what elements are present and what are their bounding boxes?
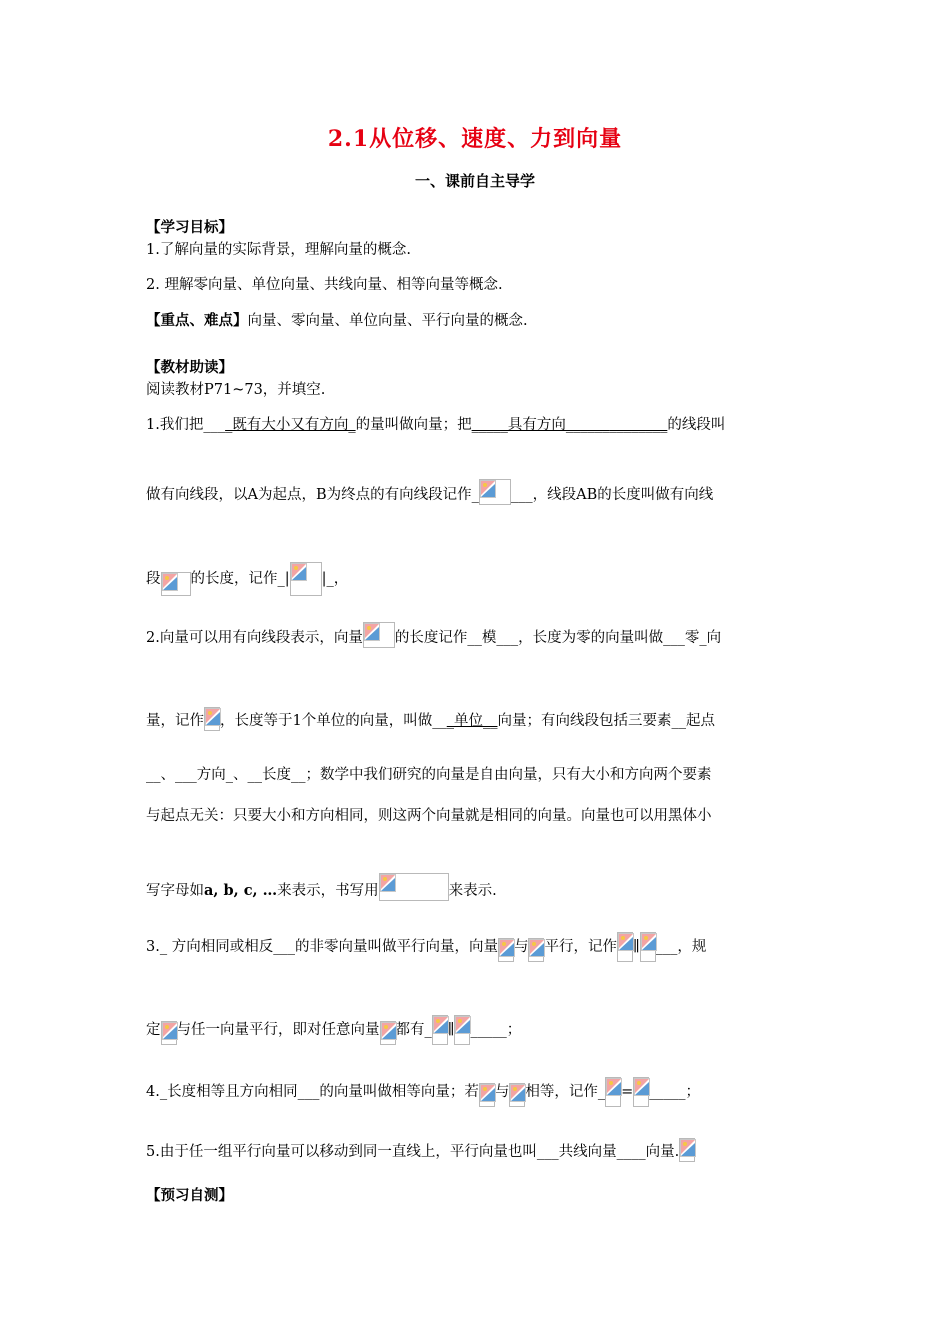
broken-image-icon [528, 938, 544, 962]
q2-line-4: 与起点无关：只要大小和方向相同，则这两个向量就是相同的向量。向量也可以用黑体小 [146, 808, 712, 824]
broken-image-icon [204, 707, 220, 731]
reading-heading: 【教材助读】 [146, 359, 233, 376]
text-run: ___，规 [655, 939, 707, 955]
text-run: 来表示. [448, 883, 497, 899]
q4-line [146, 1077, 700, 1107]
q3-line-2 [146, 1015, 521, 1045]
broken-image-icon [633, 1077, 649, 1107]
q2-line-3: __、___方向_、__长度__；数学中我们研究的向量是自由向量，只有大小和方向两个要素 [146, 767, 712, 783]
text-run: 与任一向量平行，即对任意向量 [176, 1022, 380, 1038]
text-run: 与 [494, 1084, 510, 1100]
broken-image-icon [479, 479, 511, 505]
q5-line [146, 1138, 695, 1162]
answer-blank: ________ [609, 417, 668, 433]
text-run: 4._长度相等且方向相同___的向量叫做相等向量；若 [146, 1084, 479, 1100]
text-run: 来表示，书写用 [277, 883, 379, 899]
text-run: |_， [321, 571, 349, 587]
text-run: _____； [470, 1022, 522, 1038]
text-run: 与 [513, 939, 529, 955]
q2-line-2 [146, 707, 715, 731]
broken-image-icon [640, 932, 656, 962]
text-run: ___，线段AB的长度叫做有向线 [510, 487, 714, 503]
broken-image-icon [617, 932, 633, 962]
broken-image-icon [363, 622, 395, 648]
goals-heading: 【学习目标】 [146, 219, 233, 236]
broken-image-icon [454, 1015, 470, 1045]
text-run: 的长度记作__模___，长度为零的向量叫做___零_向 [394, 630, 722, 646]
text-run: 1.我们把___ [146, 417, 226, 433]
broken-image-glyph [480, 1084, 496, 1102]
text-run: a, b, c, … [204, 882, 278, 899]
broken-image-icon [479, 1083, 495, 1107]
section-subtitle: 一、课前自主导学 [414, 172, 535, 190]
text-run: = [621, 1084, 634, 1100]
text-run: 5.由于任一组平行向量可以移动到同一直线上，平行向量也叫___共线向量____向量. [146, 1144, 680, 1160]
broken-image-glyph [618, 933, 634, 951]
goal-item-2: 2. 理解零向量、单位向量、共线向量、相等向量等概念. [146, 277, 503, 293]
broken-image-glyph [480, 480, 496, 498]
broken-image-icon [161, 1021, 177, 1045]
broken-image-glyph [455, 1016, 471, 1034]
broken-image-glyph [291, 563, 307, 581]
key-points-text: 向量、零向量、单位向量、平行向量的概念. [247, 313, 528, 329]
preview-heading: 【预习自测】 [146, 1187, 233, 1204]
text-run: 2.向量可以用有向线段表示，向量 [146, 630, 363, 646]
broken-image-glyph [641, 933, 657, 951]
broken-image-glyph [499, 939, 515, 957]
broken-image-icon [380, 1021, 396, 1045]
text-run: 做有向线段，以A为起点，B为终点的有向线段记作_ [146, 487, 479, 503]
text-run: _____； [649, 1084, 700, 1100]
q3-line-1 [146, 932, 706, 962]
text-run: 向量；有向线段包括三要素__起点 [497, 713, 715, 729]
q1-line-2 [146, 479, 713, 505]
reading-intro: 阅读教材P71~73，并填空. [146, 382, 326, 398]
text-run: 写字母如 [146, 883, 204, 899]
answer-blank: _单位__ [446, 713, 498, 729]
broken-image-icon [679, 1138, 695, 1162]
broken-image-glyph [680, 1139, 696, 1157]
broken-image-glyph [205, 708, 221, 726]
key-points-line [146, 311, 528, 331]
broken-image-icon [432, 1015, 448, 1045]
text-run: 量，记作 [146, 713, 204, 729]
broken-image-icon [290, 562, 322, 596]
text-run: 定 [146, 1022, 161, 1038]
text-run: 都有_ [395, 1022, 432, 1038]
broken-image-icon [509, 1083, 525, 1107]
text-run: 的长度，记作_| [190, 571, 290, 587]
text-run: ∥ [447, 1022, 455, 1038]
broken-image-glyph [634, 1078, 650, 1096]
broken-image-glyph [162, 1022, 178, 1040]
answer-blank: _____具有方向______ [471, 417, 610, 433]
q2-line-5 [146, 873, 497, 901]
key-points-heading: 【重点、难点】 [146, 312, 248, 329]
q1-line-3 [146, 562, 348, 596]
text-run: 3._ 方向相同或相反___的非零向量叫做平行向量，向量 [146, 939, 498, 955]
broken-image-glyph [364, 623, 380, 641]
broken-image-icon [379, 873, 449, 901]
text-run: 段 [146, 571, 161, 587]
broken-image-icon [605, 1077, 621, 1107]
broken-image-glyph [606, 1078, 622, 1096]
text-run: ∥ [632, 939, 640, 955]
text-run: ，长度等于1个单位的向量，叫做__ [220, 713, 447, 729]
q2-line-1 [146, 622, 721, 648]
page-title: 2.1从位移、速度、力到向量 [327, 126, 623, 152]
broken-image-glyph [510, 1084, 526, 1102]
text-run: 的量叫做向量；把 [355, 417, 472, 433]
broken-image-icon [161, 572, 191, 596]
q1-line-1 [146, 415, 725, 435]
goal-item-1: 1.了解向量的实际背景，理解向量的概念. [146, 242, 411, 258]
broken-image-glyph [162, 573, 178, 591]
broken-image-glyph [380, 874, 396, 892]
broken-image-glyph [529, 939, 545, 957]
broken-image-icon [498, 938, 514, 962]
text-run: 相等，记作_ [525, 1084, 606, 1100]
answer-blank: _既有大小又有方向_ [225, 417, 356, 433]
text-run: 的线段叫 [667, 417, 726, 433]
broken-image-glyph [433, 1016, 449, 1034]
text-run: 平行，记作 [544, 939, 617, 955]
broken-image-glyph [381, 1022, 397, 1040]
